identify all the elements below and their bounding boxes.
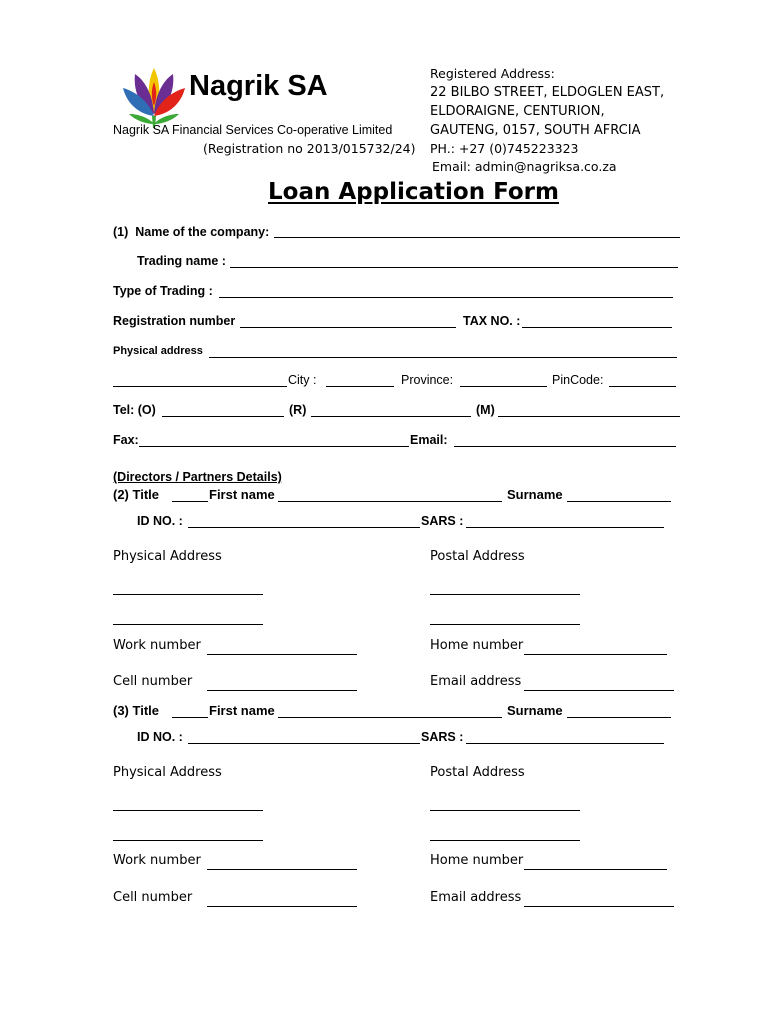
tel-mobile-field[interactable]	[498, 416, 680, 417]
director-2-title-label: (2) Title	[113, 487, 163, 502]
pincode-field[interactable]	[609, 386, 676, 387]
director-2-first-name-label: First name	[209, 487, 279, 502]
director-2-sars-label: SARS :	[421, 514, 467, 528]
director-2-first-name-field[interactable]	[278, 501, 502, 502]
director-3-first-name-label: First name	[209, 703, 279, 718]
address-line3: GAUTENG, 0157, SOUTH AFRCIA	[430, 123, 641, 138]
tel-residence-field[interactable]	[311, 416, 471, 417]
director-3-cell-number-field[interactable]	[207, 906, 357, 907]
email-label: Email:	[410, 433, 448, 447]
director-2-physical-address-label: Physical Address	[113, 549, 222, 564]
director-2-surname-field[interactable]	[567, 501, 671, 502]
director-3-physical-address-line1[interactable]	[113, 810, 263, 811]
director-3-email-address-label: Email address	[430, 890, 522, 905]
director-3-title-label: (3) Title	[113, 703, 163, 718]
director-2-physical-address-line2[interactable]	[113, 624, 263, 625]
director-3-first-name-field[interactable]	[278, 717, 502, 718]
director-2-postal-address-line1[interactable]	[430, 594, 580, 595]
director-3-work-number-field[interactable]	[207, 869, 357, 870]
company-full-name: Nagrik SA Financial Services Co-operative Limited	[113, 123, 393, 137]
director-2-title-field[interactable]	[172, 501, 208, 502]
trading-name-label: Trading name :	[137, 254, 230, 268]
pincode-label: PinCode:	[552, 373, 604, 387]
tel-mobile-label: (M)	[476, 403, 495, 417]
director-3-email-address-field[interactable]	[524, 906, 674, 907]
address-line1: 22 BILBO STREET, ELDOGLEN EAST,	[430, 85, 665, 100]
director-3-postal-address-label: Postal Address	[430, 765, 525, 780]
director-2-surname-label: Surname	[507, 487, 567, 502]
directors-heading: (Directors / Partners Details)	[113, 470, 282, 484]
type-of-trading-label: Type of Trading :	[113, 284, 217, 298]
director-3-physical-address-label: Physical Address	[113, 765, 222, 780]
tel-residence-label: (R)	[289, 403, 307, 417]
province-field[interactable]	[460, 386, 547, 387]
physical-address-field[interactable]	[209, 357, 677, 358]
tax-no-label: TAX NO. :	[463, 314, 521, 328]
director-3-surname-label: Surname	[507, 703, 567, 718]
physical-address-label: Physical address	[113, 345, 203, 357]
director-3-home-number-label: Home number	[430, 853, 524, 868]
director-2-postal-address-label: Postal Address	[430, 549, 525, 564]
director-3-id-label: ID NO. :	[137, 730, 187, 744]
director-2-cell-number-field[interactable]	[207, 690, 357, 691]
type-of-trading-field[interactable]	[219, 297, 673, 298]
tax-no-field[interactable]	[522, 327, 672, 328]
address-label: Registered Address:	[430, 66, 555, 81]
director-3-surname-field[interactable]	[567, 717, 671, 718]
contact-email: Email: admin@nagriksa.co.za	[432, 159, 617, 174]
director-2-email-address-label: Email address	[430, 674, 522, 689]
phone-number: PH.: +27 (0)745223323	[430, 141, 579, 156]
address-line-field[interactable]	[113, 386, 287, 387]
director-2-cell-number-label: Cell number	[113, 674, 193, 689]
director-3-work-number-label: Work number	[113, 853, 201, 868]
director-2-email-address-field[interactable]	[524, 690, 674, 691]
director-3-home-number-field[interactable]	[524, 869, 667, 870]
trading-name-field[interactable]	[230, 267, 678, 268]
director-3-postal-address-line1[interactable]	[430, 810, 580, 811]
director-2-home-number-label: Home number	[430, 638, 524, 653]
address-line2: ELDORAIGNE, CENTURION,	[430, 104, 605, 119]
director-2-work-number-field[interactable]	[207, 654, 357, 655]
director-3-cell-number-label: Cell number	[113, 890, 193, 905]
city-field[interactable]	[326, 386, 394, 387]
company-name-label: (1) Name of the company:	[113, 225, 270, 239]
company-name: Nagrik SA	[189, 70, 328, 102]
director-2-home-number-field[interactable]	[524, 654, 667, 655]
company-name-field[interactable]	[274, 237, 680, 238]
registration-number-field[interactable]	[240, 327, 456, 328]
registration-number-label: Registration number	[113, 314, 236, 328]
director-3-postal-address-line2[interactable]	[430, 840, 580, 841]
email-field[interactable]	[454, 446, 676, 447]
director-2-sars-field[interactable]	[466, 527, 664, 528]
director-3-physical-address-line2[interactable]	[113, 840, 263, 841]
tel-office-field[interactable]	[162, 416, 284, 417]
company-registration: (Registration no 2013/015732/24)	[203, 141, 416, 156]
director-3-sars-field[interactable]	[466, 743, 664, 744]
director-3-title-field[interactable]	[172, 717, 208, 718]
province-label: Province:	[401, 373, 454, 387]
director-2-work-number-label: Work number	[113, 638, 201, 653]
director-2-postal-address-line2[interactable]	[430, 624, 580, 625]
director-3-sars-label: SARS :	[421, 730, 467, 744]
director-3-id-field[interactable]	[188, 743, 420, 744]
city-label: City :	[288, 373, 317, 387]
company-logo	[113, 46, 179, 112]
director-2-physical-address-line1[interactable]	[113, 594, 263, 595]
fax-label: Fax:	[113, 433, 139, 447]
tel-office-label: Tel: (O)	[113, 403, 160, 417]
director-2-id-label: ID NO. :	[137, 514, 187, 528]
form-title: Loan Application Form	[268, 179, 559, 205]
director-2-id-field[interactable]	[188, 527, 420, 528]
fax-field[interactable]	[139, 446, 409, 447]
